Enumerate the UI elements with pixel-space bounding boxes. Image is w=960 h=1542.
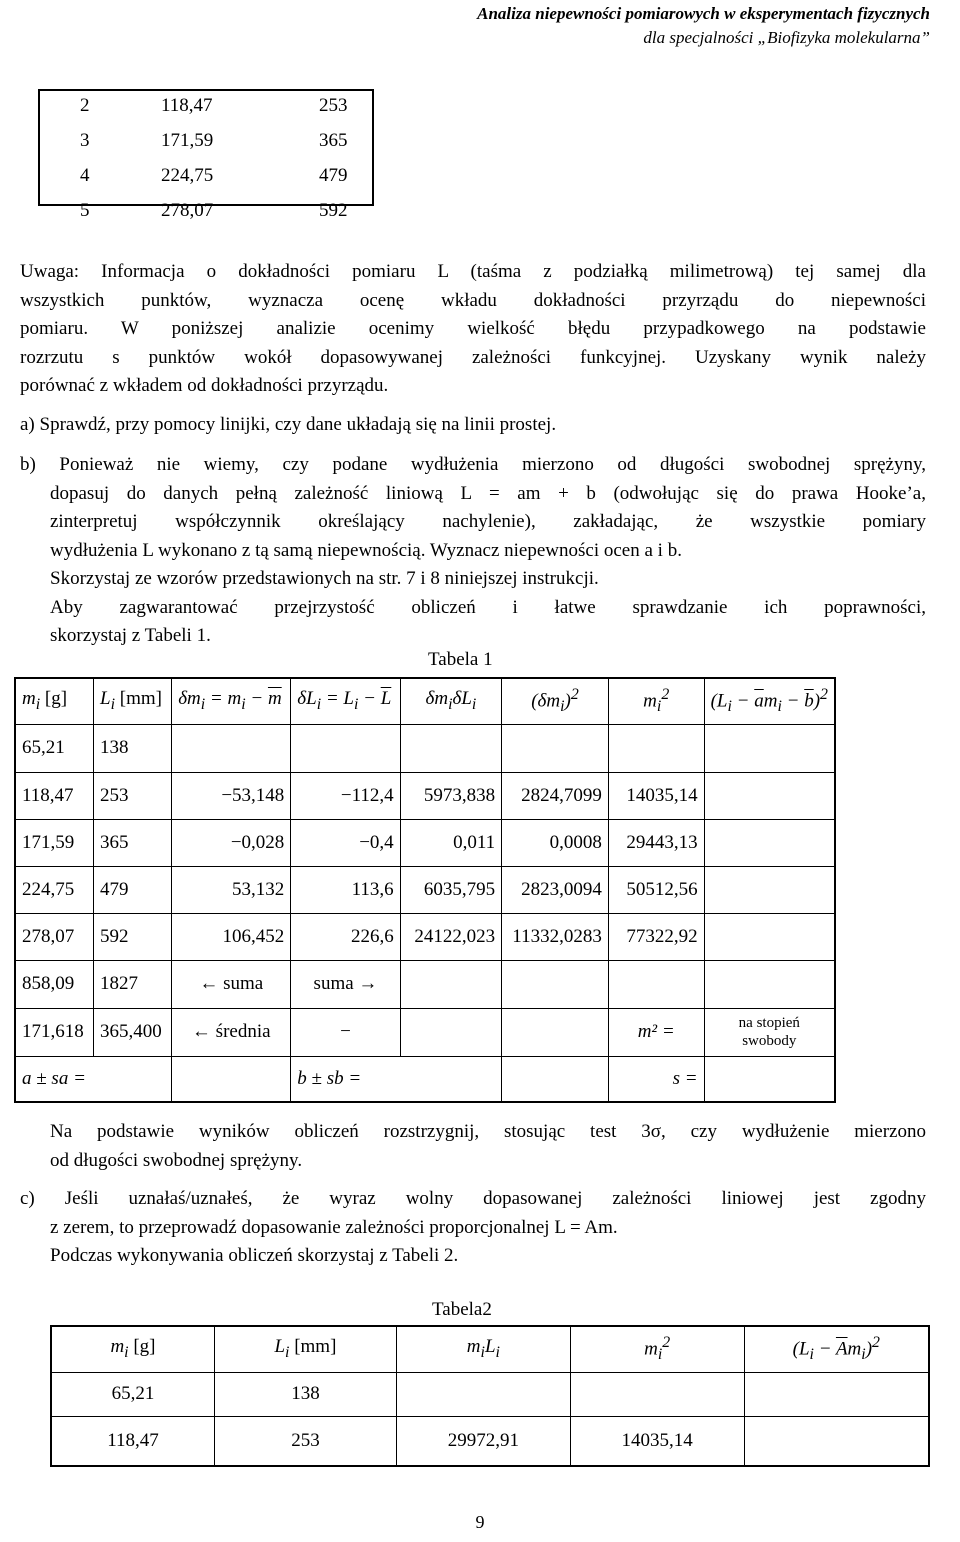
cell: − — [291, 1008, 400, 1056]
header-m2: $m_i^2$ — [608, 678, 704, 724]
cell — [704, 960, 835, 1008]
text-line: skorzystaj z Tabeli 1. — [50, 625, 211, 646]
cell: 24122,023 — [400, 913, 501, 960]
cell: 592 — [94, 913, 172, 960]
header-title: Analiza niepewności pomiarowych w eksperymentach fizycznych — [477, 4, 930, 23]
page-header — [477, 2, 930, 50]
cell: 50512,56 — [608, 866, 704, 913]
cell — [704, 724, 835, 772]
text-line: z zerem, to przeprowadź dopasowanie zależności proporcjonalnej L = Am. — [50, 1216, 618, 1238]
cell — [570, 1372, 744, 1416]
cell: 65,21 — [51, 1372, 214, 1416]
table-row — [51, 1416, 929, 1466]
table-row — [15, 866, 835, 913]
cell — [744, 1372, 929, 1416]
header-dL: $\delta L_i = L_i - \overline{L}$ — [291, 678, 400, 724]
cell: 2823,0094 — [502, 866, 609, 913]
header-dmdL: $\delta m_i\delta L_i$ — [400, 678, 501, 724]
table-header-row — [15, 678, 835, 724]
header-mL: $m_iL_i$ — [396, 1326, 570, 1372]
cell: 29972,91 — [396, 1416, 570, 1466]
mean-m2: m² = — [608, 1008, 704, 1056]
cell: 253 — [94, 772, 172, 819]
cell: 29443,13 — [608, 819, 704, 866]
cell: 14035,14 — [570, 1416, 744, 1466]
header-dm: $\delta m_i = m_i - \overline{m}$ — [172, 678, 291, 724]
table-row — [15, 724, 835, 772]
cell: −0,028 — [172, 819, 291, 866]
text-line: Na podstawie wyników obliczeń rozstrzygnij, stosując test 3σ, czy wydłużenie mierzono — [50, 1121, 926, 1142]
table2-caption: Tabela2 — [432, 1299, 492, 1320]
cell — [744, 1416, 929, 1466]
header-m2: $m_i^2$ — [570, 1326, 744, 1372]
header-L: $L_i$ [mm] — [214, 1326, 396, 1372]
cell — [291, 724, 400, 772]
cell: 138 — [94, 724, 172, 772]
table-header-row — [51, 1326, 929, 1372]
after-table1 — [50, 1121, 926, 1178]
cell: 0,011 — [400, 819, 501, 866]
cell: 3 — [80, 130, 90, 151]
cell: 14035,14 — [608, 772, 704, 819]
cell: 2824,7099 — [502, 772, 609, 819]
text-line: Uwaga: Informacja o dokładności pomiaru L (taśma z podziałką milimetrową) tej samej dla — [20, 261, 926, 282]
cell: 278,07 — [15, 913, 94, 960]
cell: 171,59 — [15, 819, 94, 866]
cell — [400, 724, 501, 772]
header-dm2: $(\delta m_i)^2$ — [502, 678, 609, 724]
text-line: a) Sprawdź, przy pomocy linijki, czy dane układają się na linii prostej. — [20, 414, 557, 435]
cell: 226,6 — [291, 913, 400, 960]
cell — [608, 960, 704, 1008]
cell: 365 — [319, 130, 348, 151]
text-line: od długości swobodnej sprężyny. — [50, 1149, 303, 1171]
cell — [502, 960, 609, 1008]
text-line: pomiaru. W poniższej analizie ocenimy wielkość błędu przypadkowego na podstawie — [20, 318, 926, 339]
cell — [502, 1008, 609, 1056]
text-line: Aby zagwarantować przejrzystość obliczeń i łatwe sprawdzanie ich poprawności, — [50, 596, 926, 618]
note-paragraph — [20, 261, 926, 404]
page-number: 9 — [475, 1512, 485, 1532]
cell: 118,47 — [15, 772, 94, 819]
text-line: zinterpretuj współczynnik określający nachylenie), zakładając, że wszystkie pomiary — [50, 511, 926, 532]
text-line: rozrzutu s punktów wokół dopasowywanej zależności funkcyjnej. Uzyskany wynik należy — [20, 346, 926, 368]
cell: 1827 — [94, 960, 172, 1008]
cell: 224,75 — [15, 866, 94, 913]
text-line: wydłużenia L wykonano z tą samą niepewnością. Wyznacz niepewności ocen a i b. — [50, 539, 682, 561]
cell — [704, 913, 835, 960]
cell — [704, 1056, 835, 1102]
cell — [704, 819, 835, 866]
header-resid: $(L_i - \overline{A}m_i)^2$ — [744, 1326, 929, 1372]
cell: 858,09 — [15, 960, 94, 1008]
cell: 253 — [214, 1416, 396, 1466]
cell: 278,07 — [161, 200, 214, 221]
cell — [172, 724, 291, 772]
cell — [396, 1372, 570, 1416]
cell — [502, 724, 609, 772]
cell: 4 — [80, 165, 90, 186]
cell: −0,4 — [291, 819, 400, 866]
degrees-of-freedom-label: na stopień swobody — [704, 1008, 835, 1056]
cell — [608, 724, 704, 772]
cell: 53,132 — [172, 866, 291, 913]
text-line: porównać z wkładem od dokładności przyrządu. — [20, 375, 389, 396]
a-result: a ± sa = — [15, 1056, 172, 1102]
table-row — [15, 772, 835, 819]
cell — [400, 1008, 501, 1056]
mean-label: ← średnia — [172, 1008, 291, 1056]
cell: 113,6 — [291, 866, 400, 913]
text-line: wszystkich punktów, wyznacza ocenę wkładu dokładności przyrządu do niepewności — [20, 289, 926, 311]
sum-right-label: suma → — [291, 960, 400, 1008]
cell — [502, 1056, 609, 1102]
b-result: b ± sb = — [291, 1056, 502, 1102]
header-resid: $(L_i - \overline{a}m_i - \overline{b})^2$ — [704, 678, 835, 724]
cell — [704, 772, 835, 819]
table1 — [14, 677, 836, 1103]
cell — [172, 1056, 291, 1102]
cell: 365 — [94, 819, 172, 866]
cell: 479 — [319, 165, 348, 186]
cell: 118,47 — [51, 1416, 214, 1466]
item-b — [20, 454, 926, 654]
cell: −53,148 — [172, 772, 291, 819]
cell: 65,21 — [15, 724, 94, 772]
cell: 138 — [214, 1372, 396, 1416]
sum-left-label: ← suma — [172, 960, 291, 1008]
item-a — [20, 414, 926, 443]
table-row — [51, 1372, 929, 1416]
cell: 479 — [94, 866, 172, 913]
header-L: $L_i$ [mm] — [94, 678, 172, 724]
header-subtitle: dla specjalności „Biofizyka molekularna” — [643, 28, 930, 47]
mean-row — [15, 1008, 835, 1056]
data-table-continuation — [38, 89, 374, 221]
cell: 118,47 — [161, 95, 213, 116]
text-line: b) Ponieważ nie wiemy, czy podane wydłużenia mierzono od długości swobodnej sprężyny, — [20, 454, 926, 475]
header-m: $m_i$ [g] — [15, 678, 94, 724]
cell: 224,75 — [161, 165, 214, 186]
cell: 0,0008 — [502, 819, 609, 866]
text-line: c) Jeśli uznałaś/uznałeś, że wyraz wolny dopasowanej zależności liniowej jest zgodny — [20, 1188, 926, 1209]
s-result: s = — [608, 1056, 704, 1102]
table-row — [15, 819, 835, 866]
table-row — [15, 913, 835, 960]
cell: 592 — [319, 200, 348, 221]
result-row — [15, 1056, 835, 1102]
cell: 77322,92 — [608, 913, 704, 960]
cell — [400, 960, 501, 1008]
cell: 5973,838 — [400, 772, 501, 819]
cell: 106,452 — [172, 913, 291, 960]
cell — [704, 866, 835, 913]
cell: 2 — [80, 95, 90, 116]
header-m: $m_i$ [g] — [51, 1326, 214, 1372]
cell: 5 — [80, 200, 90, 221]
cell: 171,59 — [161, 130, 214, 151]
cell: 253 — [319, 95, 348, 116]
cell: 171,618 — [15, 1008, 94, 1056]
cell: 6035,795 — [400, 866, 501, 913]
text-line: Podczas wykonywania obliczeń skorzystaj z Tabeli 2. — [50, 1245, 459, 1266]
sum-row — [15, 960, 835, 1008]
cell: −112,4 — [291, 772, 400, 819]
cell: 365,400 — [94, 1008, 172, 1056]
text-line: Skorzystaj ze wzorów przedstawionych na str. 7 i 8 niniejszej instrukcji. — [50, 568, 599, 589]
item-c — [20, 1188, 926, 1274]
text-line: dopasuj do danych pełną zależność liniową L = am + b (odwołując się do prawa Hooke’a, — [50, 482, 926, 504]
cell: 11332,0283 — [502, 913, 609, 960]
table2 — [50, 1325, 930, 1467]
table1-caption: Tabela 1 — [428, 649, 493, 670]
